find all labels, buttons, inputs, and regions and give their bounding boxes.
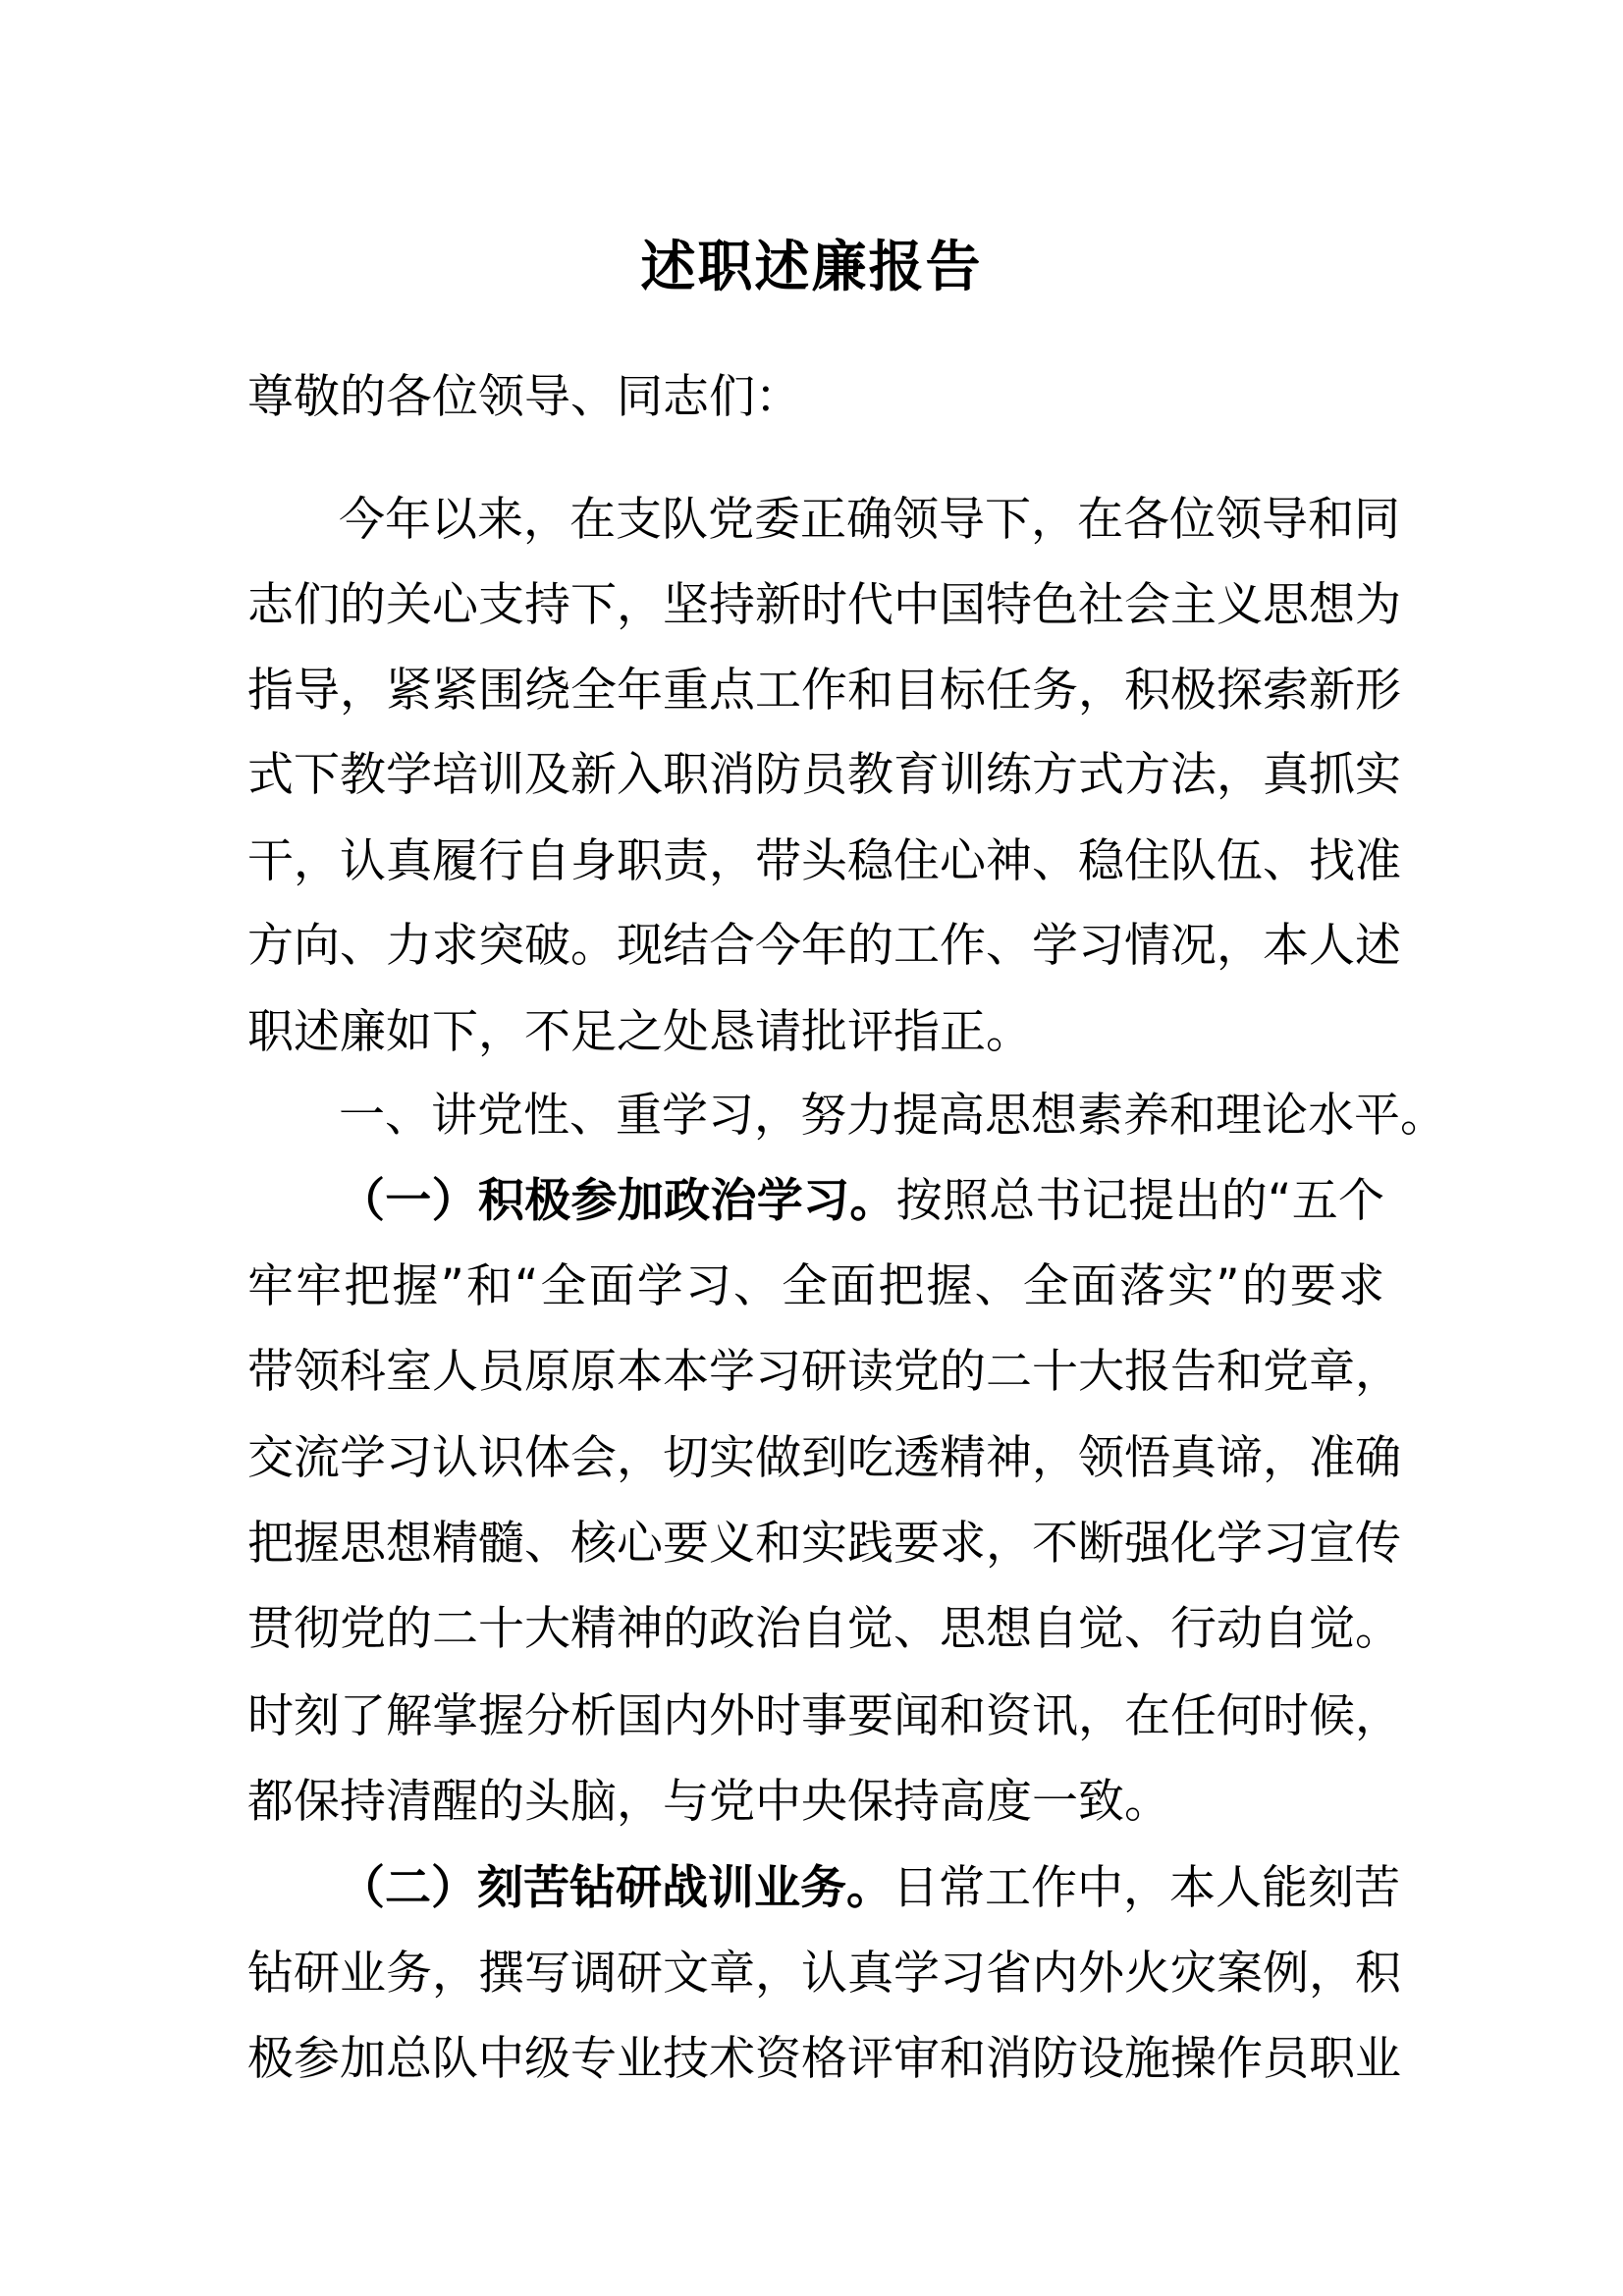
salutation: 尊敬的各位领导、同志们： bbox=[247, 370, 801, 424]
body-line: 钻研业务，撰写调研文章，认真学习省内外火灾案例，积 bbox=[247, 1947, 1401, 2001]
subsection-text: 按照总书记提出的“五个 bbox=[895, 1174, 1384, 1228]
intro-line: 干，认真履行自身职责，带头稳住心神、稳住队伍、找准 bbox=[247, 834, 1401, 888]
body-line: 都保持清醒的头脑，与党中央保持高度一致。 bbox=[247, 1775, 1170, 1829]
body-line: 时刻了解掌握分析国内外时事要闻和资讯，在任何时候， bbox=[247, 1689, 1401, 1743]
section-heading: 一、讲党性、重学习，努力提高思想素养和理论水平。 bbox=[339, 1089, 1446, 1143]
subsection-heading: （一）积极参加政治学习。 bbox=[339, 1174, 896, 1228]
intro-line: 方向、力求突破。现结合今年的工作、学习情况，本人述 bbox=[247, 919, 1401, 973]
intro-line: 今年以来，在支队党委正确领导下，在各位领导和同 bbox=[339, 493, 1400, 547]
document-title: 述职述廉报告 bbox=[640, 235, 983, 299]
body-line: 交流学习认识体会，切实做到吃透精神，领悟真谛，准确 bbox=[247, 1431, 1401, 1485]
subsection-first-line bbox=[339, 1172, 1384, 1231]
subsection-heading: （二）刻苦钻研战训业务。 bbox=[339, 1861, 893, 1915]
body-line: 贯彻党的二十大精神的政治自觉、思想自觉、行动自觉。 bbox=[247, 1602, 1401, 1656]
intro-line: 式下教学培训及新入职消防员教育训练方式方法，真抓实 bbox=[247, 748, 1401, 802]
subsection-first-line bbox=[339, 1859, 1400, 1918]
intro-line: 职述廉如下，不足之处恳请批评指正。 bbox=[247, 1005, 1032, 1059]
body-line: 带领科室人员原原本本学习研读党的二十大报告和党章， bbox=[247, 1345, 1401, 1399]
intro-line: 指导，紧紧围绕全年重点工作和目标任务，积极探索新形 bbox=[247, 664, 1401, 718]
body-line: 极参加总队中级专业技术资格评审和消防设施操作员职业 bbox=[247, 2032, 1401, 2086]
body-line: 牢牢把握”和“全面学习、全面把握、全面落实”的要求 bbox=[247, 1259, 1384, 1313]
body-line: 把握思想精髓、核心要义和实践要求，不断强化学习宣传 bbox=[247, 1517, 1401, 1571]
intro-line: 志们的关心支持下，坚持新时代中国特色社会主义思想为 bbox=[247, 578, 1401, 632]
subsection-text: 日常工作中，本人能刻苦 bbox=[893, 1861, 1400, 1915]
